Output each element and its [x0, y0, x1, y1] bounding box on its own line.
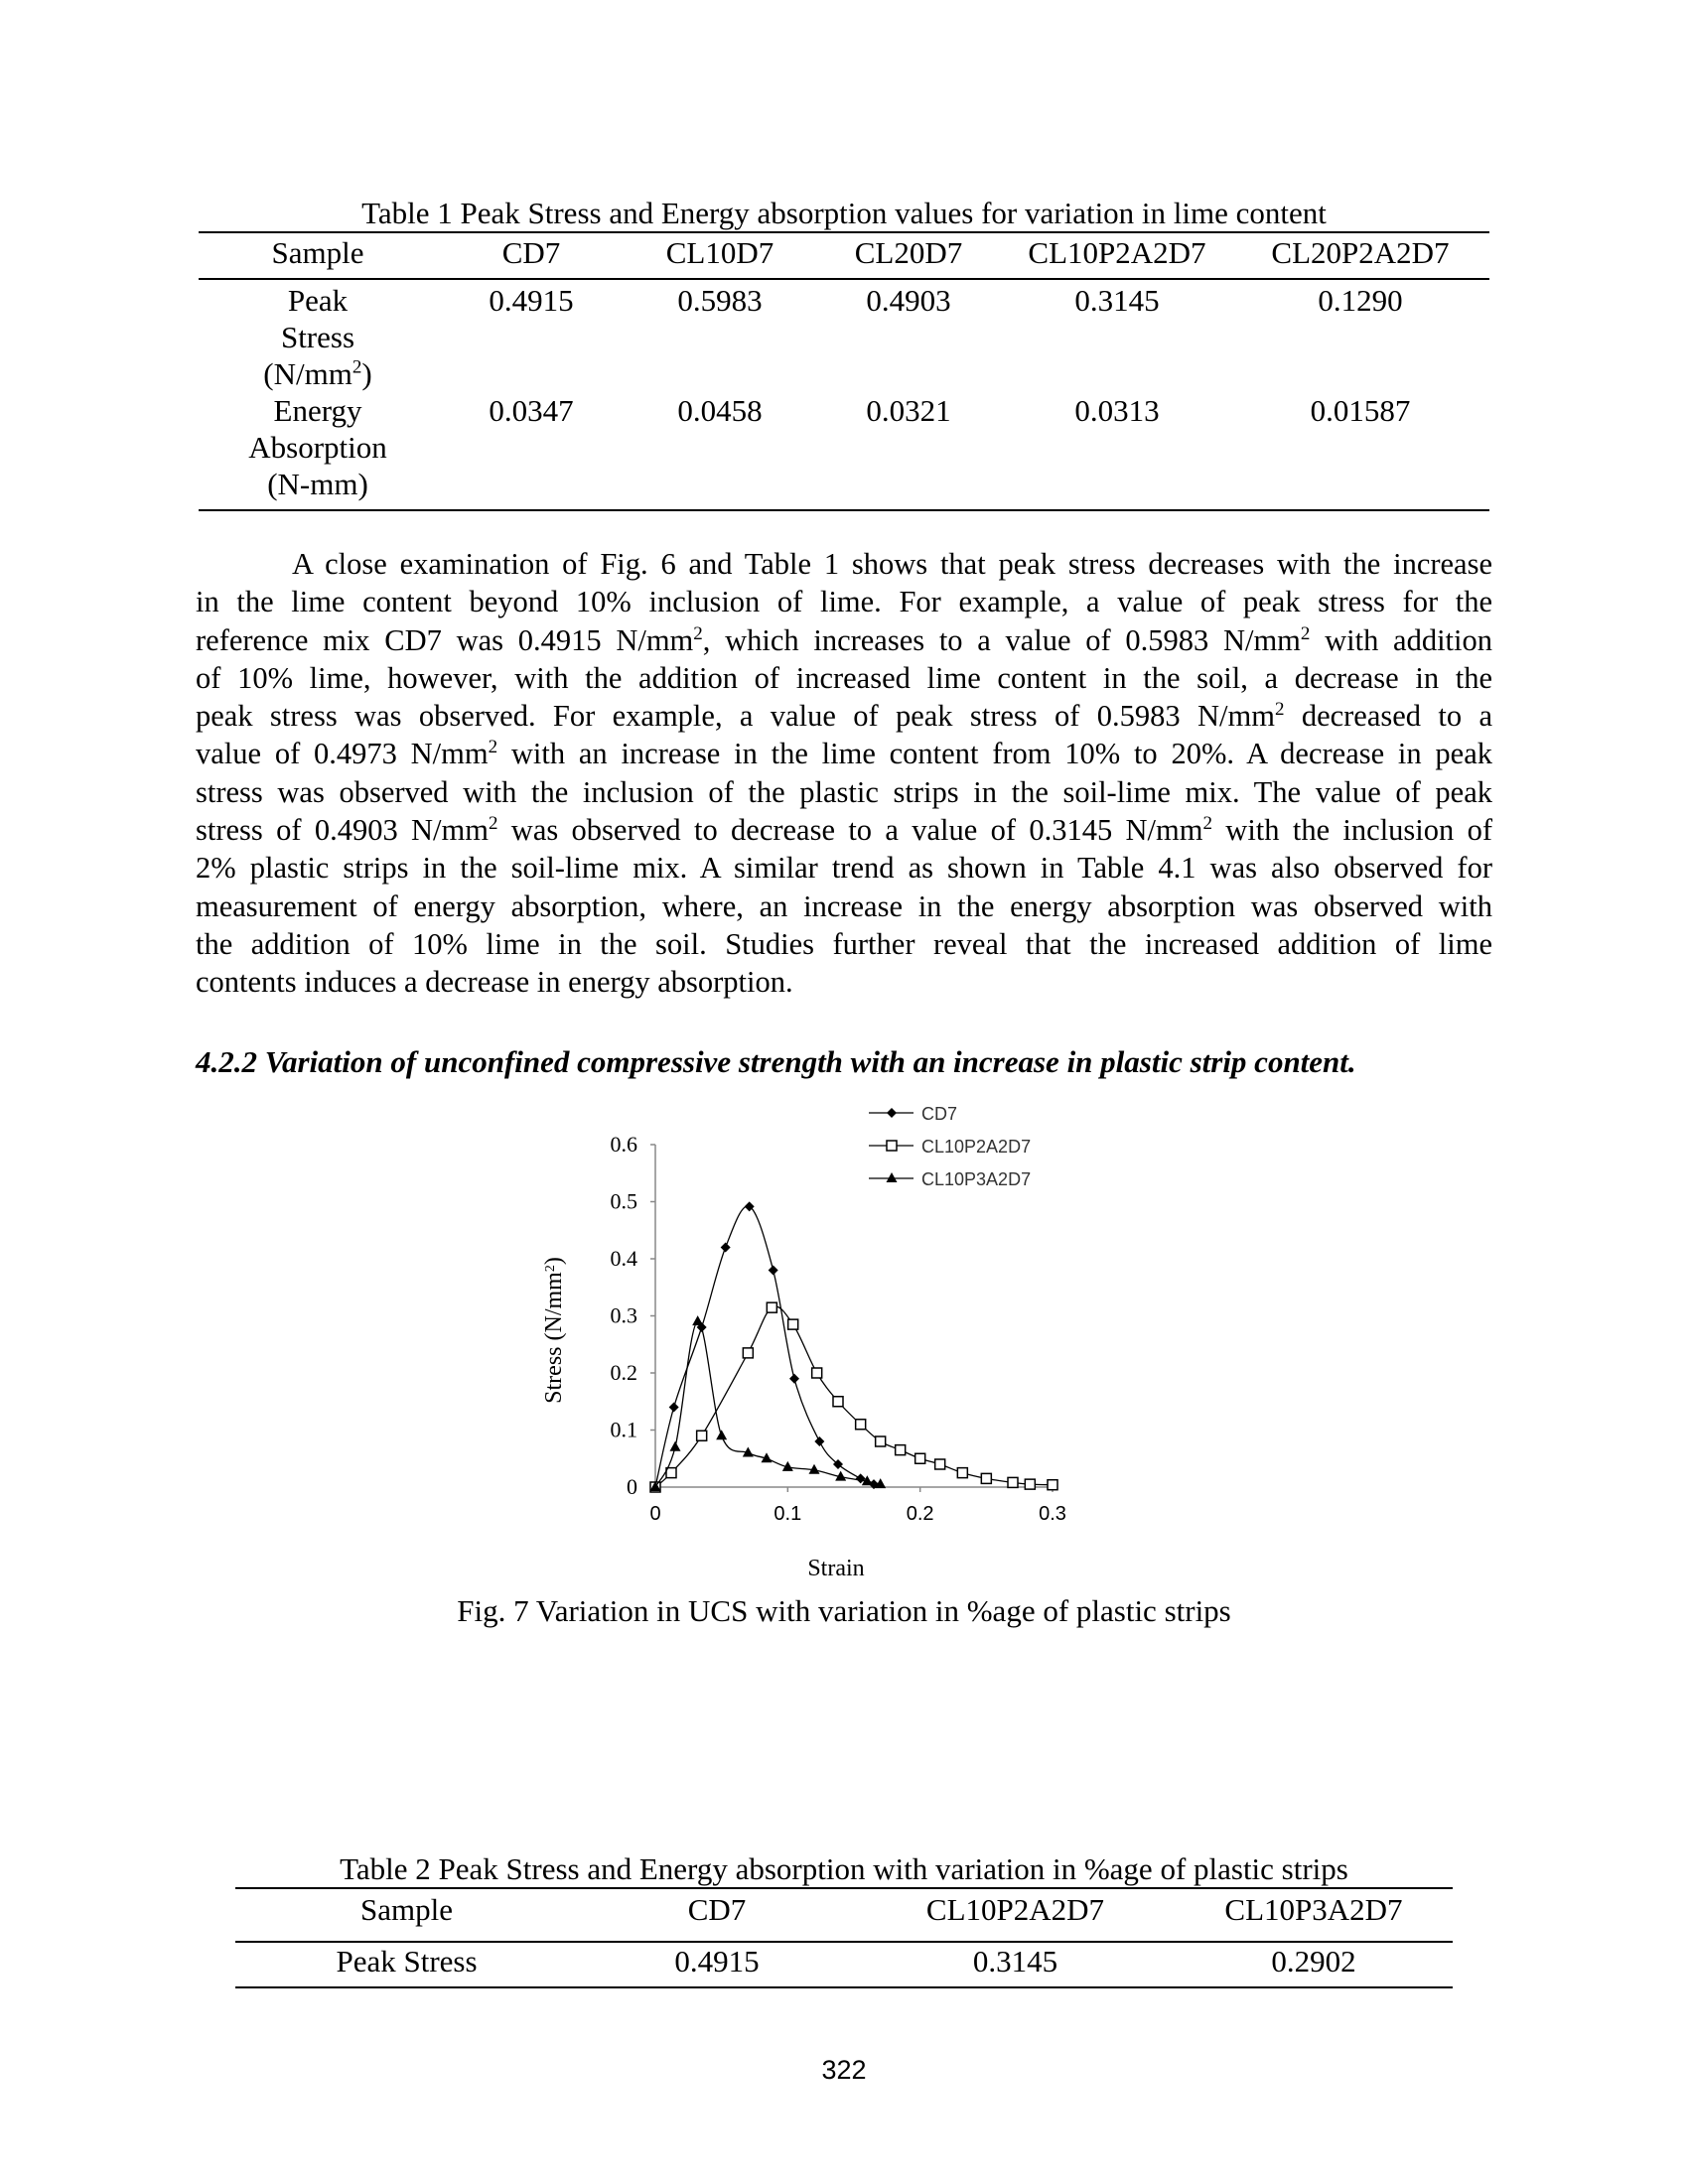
- square-marker: [767, 1302, 776, 1312]
- table1-cell: 0.0458: [677, 393, 763, 428]
- y-tick-label: 0.3: [610, 1302, 637, 1328]
- table1-header-cell: CL10D7: [665, 235, 774, 270]
- table2-bottom-rule: [235, 1986, 1453, 1988]
- table1-cell: 0.01587: [1310, 393, 1411, 428]
- paragraph-line: stress was observed with the inclusion of the plastic strips in the soil-lime mix. The value of peak: [196, 774, 1492, 809]
- table2-cell: Peak Stress: [336, 1944, 478, 1979]
- chart-series: [650, 1201, 1058, 1492]
- table2-row-peak-stress: [235, 1943, 1453, 1980]
- square-marker: [957, 1468, 967, 1478]
- table1-row-peak-stress: [199, 282, 1489, 392]
- table2-header-row: [235, 1891, 1453, 1929]
- paragraph-line: in the lime content beyond 10% inclusion of lime. For example, a value of peak stress for the: [196, 585, 1492, 619]
- table1-top-rule: [199, 231, 1489, 233]
- square-marker: [915, 1453, 925, 1463]
- paragraph-line: contents induces a decrease in energy absorption.: [196, 965, 793, 1000]
- table2-top-rule: [235, 1887, 1453, 1889]
- square-marker: [788, 1319, 798, 1329]
- table1-cell: 0.5983: [677, 283, 763, 318]
- square-marker: [887, 1141, 897, 1151]
- table2-cell: 0.4915: [674, 1944, 760, 1979]
- row-label-line: Absorption: [248, 430, 387, 465]
- diamond-marker: [887, 1108, 897, 1118]
- chart-legend: [869, 1104, 1031, 1189]
- paragraph-line: the addition of 10% lime in the soil. Studies further reveal that the increased addition of lime: [196, 926, 1492, 961]
- table1-header-cell: CL20P2A2D7: [1271, 235, 1450, 270]
- table1: [199, 234, 1489, 502]
- paragraph-line: stress of 0.4903 $N/mm^2$ was observed to decrease to a value of 0.3145 $N/mm^2$ with the inclusion of: [196, 812, 1492, 848]
- figure-caption: Fig. 7 Variation in UCS with variation in %age of plastic strips: [457, 1593, 1231, 1628]
- table2-cell: 0.3145: [972, 1944, 1058, 1979]
- paragraph-line: of 10% lime, however, with the addition of increased lime content in the soil, a decrease in the: [196, 660, 1492, 695]
- y-axis-label: Stress $(N/mm^2)$: [541, 1257, 567, 1404]
- square-marker: [1008, 1477, 1018, 1487]
- x-tick-label: 0: [649, 1503, 661, 1525]
- row-label-line: $(N/mm^2)$: [263, 356, 372, 391]
- table1-header-row: [199, 234, 1489, 272]
- legend-entry: [869, 1169, 1031, 1189]
- square-marker: [743, 1348, 753, 1358]
- x-tick-label: 0.1: [774, 1503, 802, 1525]
- table1-row-label: [199, 282, 437, 392]
- y-tick-label: 0.5: [610, 1188, 637, 1214]
- table1-header-cell: Sample: [271, 235, 364, 270]
- paragraph-line: peak stress was observed. For example, a value of peak stress of 0.5983 $N/mm^2$ decreased to a: [196, 699, 1492, 734]
- x-axis-label: Strain: [807, 1556, 865, 1581]
- square-marker: [1048, 1480, 1057, 1490]
- y-tick-label: 0.6: [610, 1132, 637, 1157]
- table1-cell: 0.0321: [866, 393, 951, 428]
- y-tick-label: 0.4: [610, 1246, 637, 1271]
- square-marker: [896, 1445, 906, 1455]
- legend-entry: [869, 1104, 957, 1124]
- diamond-marker: [789, 1374, 799, 1384]
- table1-row-energy: [199, 392, 1489, 502]
- row-label-line: Energy: [273, 393, 362, 428]
- diamond-marker: [721, 1243, 731, 1253]
- square-marker: [856, 1420, 866, 1430]
- table2-header-cell: Sample: [360, 1892, 453, 1927]
- table2-header-cell: CD7: [687, 1892, 747, 1927]
- series-cl10p2a2d7: [650, 1302, 1057, 1492]
- row-label-line: Stress: [280, 320, 355, 354]
- row-label-line: (N-mm): [267, 467, 368, 501]
- table1-bottom-rule: [199, 509, 1489, 511]
- paragraph-line: 2% plastic strips in the soil-lime mix. A similar trend as shown in Table 4.1 was also observed for: [196, 851, 1492, 886]
- ucs-chart: [516, 1090, 1192, 1586]
- table2: [235, 1891, 1453, 1980]
- legend-label: CL10P3A2D7: [921, 1169, 1032, 1189]
- table2-header-cell: CL10P2A2D7: [925, 1892, 1105, 1927]
- table1-cell: 0.4903: [866, 283, 951, 318]
- y-tick-label: 0.1: [610, 1417, 637, 1442]
- paragraph-line: A close examination of Fig. 6 and Table 1 shows that peak stress decreases with the increase: [292, 547, 1492, 581]
- series-line: [655, 1306, 1053, 1487]
- triangle-marker: [887, 1172, 898, 1182]
- triangle-marker: [692, 1315, 703, 1325]
- page-number: 322: [821, 2055, 867, 2085]
- paragraph-line: value of 0.4973 $N/mm^2$ with an increase in the lime content from 10% to 20%. A decrease in peak: [196, 737, 1492, 771]
- series-line: [655, 1206, 874, 1487]
- diamond-marker: [814, 1436, 824, 1446]
- table1-header-cell: CL20D7: [854, 235, 963, 270]
- table1-header-cell: CD7: [501, 235, 561, 270]
- square-marker: [697, 1431, 707, 1440]
- paragraph-line: reference mix CD7 was 0.4915 $N/mm^2$, which increases to a value of 0.5983 $N/mm^2$ with addition: [196, 622, 1492, 657]
- table1-caption: Table 1 Peak Stress and Energy absorption values for variation in lime content: [361, 196, 1327, 230]
- table1-cell: 0.3145: [1074, 283, 1160, 318]
- x-tick-label: 0.2: [906, 1503, 934, 1525]
- x-tick-label: 0.3: [1039, 1503, 1066, 1525]
- series-cd7: [650, 1201, 879, 1492]
- table1-cell: 0.0347: [489, 393, 574, 428]
- square-marker: [981, 1473, 991, 1483]
- table1-cell: 0.0313: [1074, 393, 1160, 428]
- y-tick-label: 0: [627, 1474, 637, 1499]
- body-paragraph: [196, 545, 1492, 1002]
- triangle-marker: [670, 1441, 681, 1451]
- paragraph-line: measurement of energy absorption, where, an increase in the energy absorption was observed with: [196, 888, 1492, 923]
- y-tick-label: 0.2: [610, 1360, 637, 1385]
- table1-cell: 0.4915: [489, 283, 574, 318]
- legend-label: CD7: [921, 1104, 958, 1124]
- table1-header-cell: CL10P2A2D7: [1028, 235, 1206, 270]
- square-marker: [812, 1368, 822, 1378]
- table2-caption: Table 2 Peak Stress and Energy absorption with variation in %age of plastic strips: [340, 1851, 1348, 1886]
- table1-row-label: [199, 392, 437, 502]
- table2-cell: 0.2902: [1271, 1944, 1356, 1979]
- square-marker: [833, 1397, 843, 1407]
- diamond-marker: [769, 1266, 778, 1276]
- row-label-line: Peak: [287, 283, 349, 318]
- table2-header-cell: CL10P3A2D7: [1224, 1892, 1403, 1927]
- legend-entry: [869, 1137, 1031, 1157]
- table1-cell: 0.1290: [1318, 283, 1403, 318]
- section-heading: 4.2.2 Variation of unconfined compressive strength with an increase in plastic strip content.: [196, 1044, 1356, 1079]
- triangle-marker: [716, 1430, 727, 1439]
- diamond-marker: [669, 1403, 679, 1413]
- square-marker: [1025, 1479, 1035, 1489]
- legend-label: CL10P2A2D7: [921, 1137, 1032, 1157]
- square-marker: [935, 1459, 945, 1469]
- series-cl10p3a2d7: [650, 1315, 887, 1491]
- square-marker: [876, 1436, 886, 1446]
